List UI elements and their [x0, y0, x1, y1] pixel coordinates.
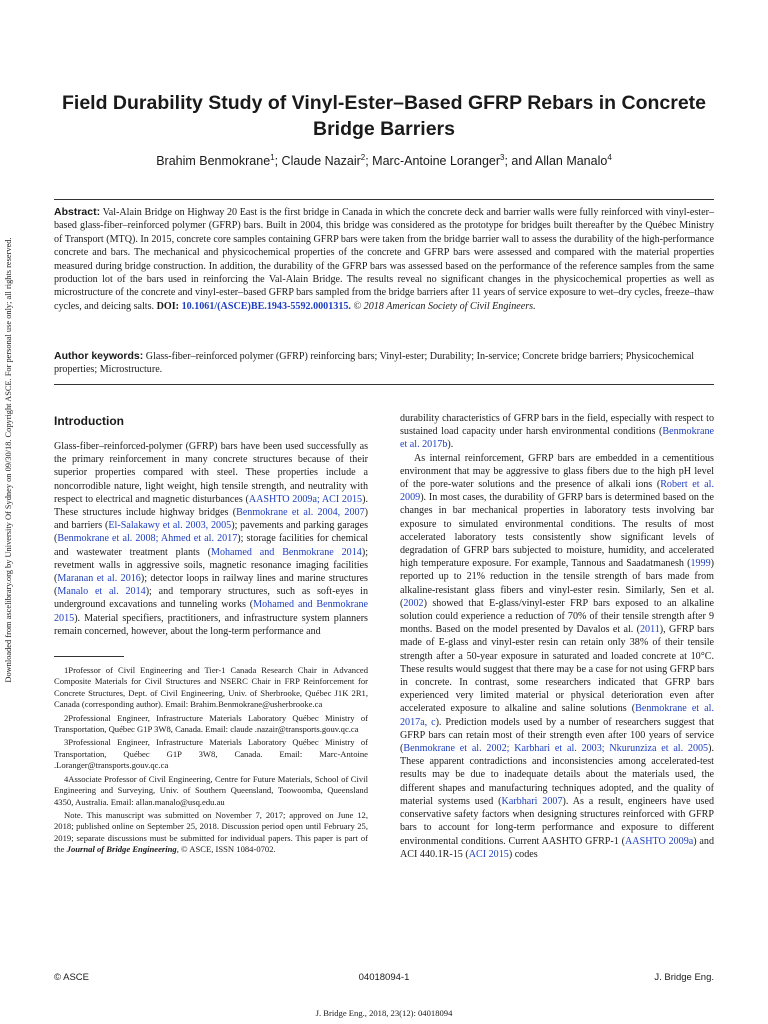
abstract-text: Val-Alain Bridge on Highway 20 East is the first bridge in Canada in which the concrete deck and barrier walls were fully reinforced with vinyl-ester–based glass-fiber–reinforced polymer (GFRP) bars. Built in 2004, this bridge was considered as the prototype for bridges built thereafter by the Québec Ministry of Transport (MTQ). In 2015, concrete core samples containing GFRP bars were taken from the bridge barrier wall to assess the durability of the high-performance concrete and bars. The mechanical and physicochemical properties of the concrete and GFRP bars were assessed and compared with the material properties measured during bridge construction. In addition, the durability of the GFRP bars was assessed based on the performance of the reference samples from the same production lot of the bars used in reinforcing the Val-Alain Bridge. The results reveal no significant changes in the physicochemical properties as well as microstructure of the concrete and vinyl-ester–based GFRP bars sampled from the bridge barriers after 11 years of service exposure to wet–dry cycles, freeze–thaw cycles, and deicing salts. [54, 207, 715, 312]
author-keywords [54, 350, 714, 377]
footer-page-id: 04018094-1 [358, 972, 410, 983]
abstract-bottom-rule [54, 384, 714, 385]
citation-link[interactable]: 1999 [690, 558, 711, 570]
download-notice: Downloaded from ascelibrary.org by University Of Sydney on 09/30/18. Copyright ASCE. For personal use only; all rights reserved. [4, 237, 13, 683]
copyright: © 2018 American Society of Civil Engineers. [353, 300, 536, 312]
journal-name: Journal of Bridge Engineering [66, 844, 177, 855]
footer-copyright: © ASCE [54, 972, 89, 983]
footer-journal: J. Bridge Eng. [654, 972, 714, 983]
submission-note: Note. This manuscript was submitted on November 7, 2017; approved on June 12, 2018; published online on September 25, 2018. Discussion period open until February 25, 2019; separate discussions must be submitted for individual papers. This paper is part of the Journal of Bridge Engineering, © ASCE, ISSN 1084-0702. [54, 809, 368, 855]
citation-link[interactable]: Benmokrane et al. 2017a, c [400, 703, 714, 728]
intro-paragraph: Glass-fiber–reinforced-polymer (GFRP) bars have been used successfully as the primary reinforcement in many concrete structures because of their superior properties compared with steel. These properties include a noncorrodible nature, light weight, high tensile strength, and neutrality with respect to electrical and magnetic disturbances (AASHTO 2009a; ACI 2015). These structures include highway bridges (Benmokrane et al. 2004, 2007) and barriers (El-Salakawy et al. 2003, 2005); pavements and parking garages (Benmokrane et al. 2008; Ahmed et al. 2017); storage facilities for chemical and wastewater treatment plants (Mohamed and Benmokrane 2014); revetment walls in aggressive soils, magnetic resonance imaging facilities (Maranan et al. 2016); detector loops in railway lines and marine structures (Manalo et al. 2014); and temporary structures, such as soft-eyes in underground excavations and tunneling works (Mohamed and Benmokrane 2015). Material specifiers, practitioners, and infrastructure system planners remain concerned, however, about the long-term performance and [54, 441, 369, 637]
section-heading: Introduction [54, 414, 124, 428]
footnote-4: 4Associate Professor of Civil Engineering, Centre for Future Materials, School of Civil Engineering and Surveying, Univ. of Southern Queensland, Toowoomba, Queensland 4350, Australia. Email: allan.manalo@usq.edu.au [54, 773, 368, 807]
doi-label: DOI: [156, 300, 180, 312]
citation-link[interactable]: ACI 2015 [468, 848, 509, 860]
citation-link[interactable]: Mohamed and Benmokrane 2015 [54, 599, 368, 624]
paper-title: Field Durability Study of Vinyl-Ester–Based GFRP Rebars in Concrete Bridge Barriers [61, 92, 707, 140]
citation-link[interactable]: 2011 [639, 624, 660, 636]
keywords-text: Glass-fiber–reinforced polymer (GFRP) reinforcing bars; Vinyl-ester; Durability; In-service; Concrete bridge barriers; Physicochemical properties; Microstructure. [54, 351, 695, 376]
keywords-label: Author keywords: [54, 350, 144, 362]
citation-link[interactable]: 2002 [403, 597, 424, 609]
right-column [400, 412, 714, 861]
citation-link[interactable]: Benmokrane et al. 2008; Ahmed et al. 2017 [57, 533, 238, 545]
citation-link[interactable]: Benmokrane et al. 2002; Karbhari et al. 2003; Nkurunziza et al. 2005 [403, 743, 709, 755]
citation-link[interactable]: AASHTO 2009a [625, 835, 694, 847]
abstract [54, 206, 714, 313]
citation-link[interactable]: Karbhari 2007 [501, 795, 563, 807]
footnote-3: 3Professional Engineer, Infrastructure Materials Laboratory Québec Ministry of Transportation, Québec G1P 3W8, Canada. Email: Marc-Antoine .Loranger@transports.gouv.qc.ca [54, 737, 368, 771]
author-list: Brahim Benmokrane$^1$; Claude Nazair$^2$; Marc-Antoine Loranger$^3$; and Allan Manalo$^4$ [156, 153, 612, 169]
footnote-1: 1Professor of Civil Engineering and Tier-1 Canada Research Chair in Advanced Composite Materials for Civil Structures and NSERC Chair in FRP Reinforcement for Concrete Structures, Dept. of Civil Engineering, Univ. of Sherbrooke, Québec J1K 2R1, Canada (corresponding author). Email: Brahim.Benmokrane@usherbrooke.ca [54, 665, 368, 710]
abstract-top-rule [54, 199, 714, 200]
body-paragraph: durability characteristics of GFRP bars in the field, especially with respect to sustained load capacity under harsh environmental conditions (Benmokrane et al. 2017b). [400, 413, 714, 451]
citation-line: J. Bridge Eng., 2018, 23(12): 04018094 [315, 1008, 453, 1018]
body-paragraph: As internal reinforcement, GFRP bars are embedded in a cementitious environment that may be aggressive to glass fibers due to the high pH level of the pore-water solutions and the presence of alkali ions (Robert et al. 2009). In most cases, the durability of GFRP bars is determined based on the changes in bar mechanical properties in laboratory tests involving bar exposure to simulated environmental conditions. The results of most accelerated laboratory tests consistently show significant levels of degradation of GFRP bars subjected to moisture, humidity, and accelerated high temperature exposure. For example, Tannous and Saadatmanesh (1999) reported up to 21% reduction in the tensile strength of bars made from alkaline-resistant glass fibers and vinyl-ester resin. Similarly, Sen et al. (2002) showed that E-glass/vinyl-ester FRP bars exposed to an alkaline solution could experience a reduction of 70% of their tensile strength after 9 months. Based on the model presented by Davalos et al. (2011), GFRP bars made of E-glass and vinyl-ester resin can retain only 38% of their tensile strength after a 50-year exposure in saturated and loaded concrete at 10°C. These results would suggest that there may be a case for not using GFRP bars in concrete. In contrast, some researchers indicated that GFRP bars experienced very limited material or physical deterioration even after accelerated exposure to alkaline and saline solutions (Benmokrane et al. 2017a, c). Prediction models used by a number of researchers suggest that GFRP bars can retain most of their strength even after 100 years of service (Benmokrane et al. 2002; Karbhari et al. 2003; Nkurunziza et al. 2005). These apparent contradictions and inconsistencies among accelerated-test results may be due to inadequate details about the materials used, the different shapes and manufacturing techniques adopted, and the quality of material systems used (Karbhari 2007). As a result, engineers have used conservative safety factors when designing structures reinforced with GFRP bars to account for long-term performance and exposure to different environmental conditions. Current AASHTO GFRP-1 (AASHTO 2009a) and ACI 440.1R-15 (ACI 2015) codes [400, 452, 715, 860]
citation-link[interactable]: Manalo et al. 2014 [57, 586, 146, 598]
doi-link[interactable]: 10.1061/(ASCE)BE.1943-5592.0001315. [181, 300, 351, 312]
left-column [54, 412, 368, 858]
citation-link[interactable]: Mohamed and Benmokrane 2014 [210, 546, 362, 558]
citation-link[interactable]: Benmokrane et al. 2017b [400, 426, 714, 451]
citation-link[interactable]: AASHTO 2009a; ACI 2015 [248, 493, 363, 505]
abstract-label: Abstract: [54, 206, 101, 218]
footnote-2: 2Professional Engineer, Infrastructure Materials Laboratory Québec Ministry of Transportation, Québec G1P 3W8, Canada. Email: claude .nazair@transports.gouv.qc.ca [54, 712, 368, 735]
citation-link[interactable]: Benmokrane et al. 2004, 2007 [236, 507, 365, 519]
citation-link[interactable]: El-Salakawy et al. 2003, 2005 [108, 520, 232, 532]
citation-link[interactable]: Maranan et al. 2016 [57, 573, 141, 585]
citation-link[interactable]: Robert et al. 2009 [400, 479, 714, 504]
footnote-rule [54, 656, 124, 657]
